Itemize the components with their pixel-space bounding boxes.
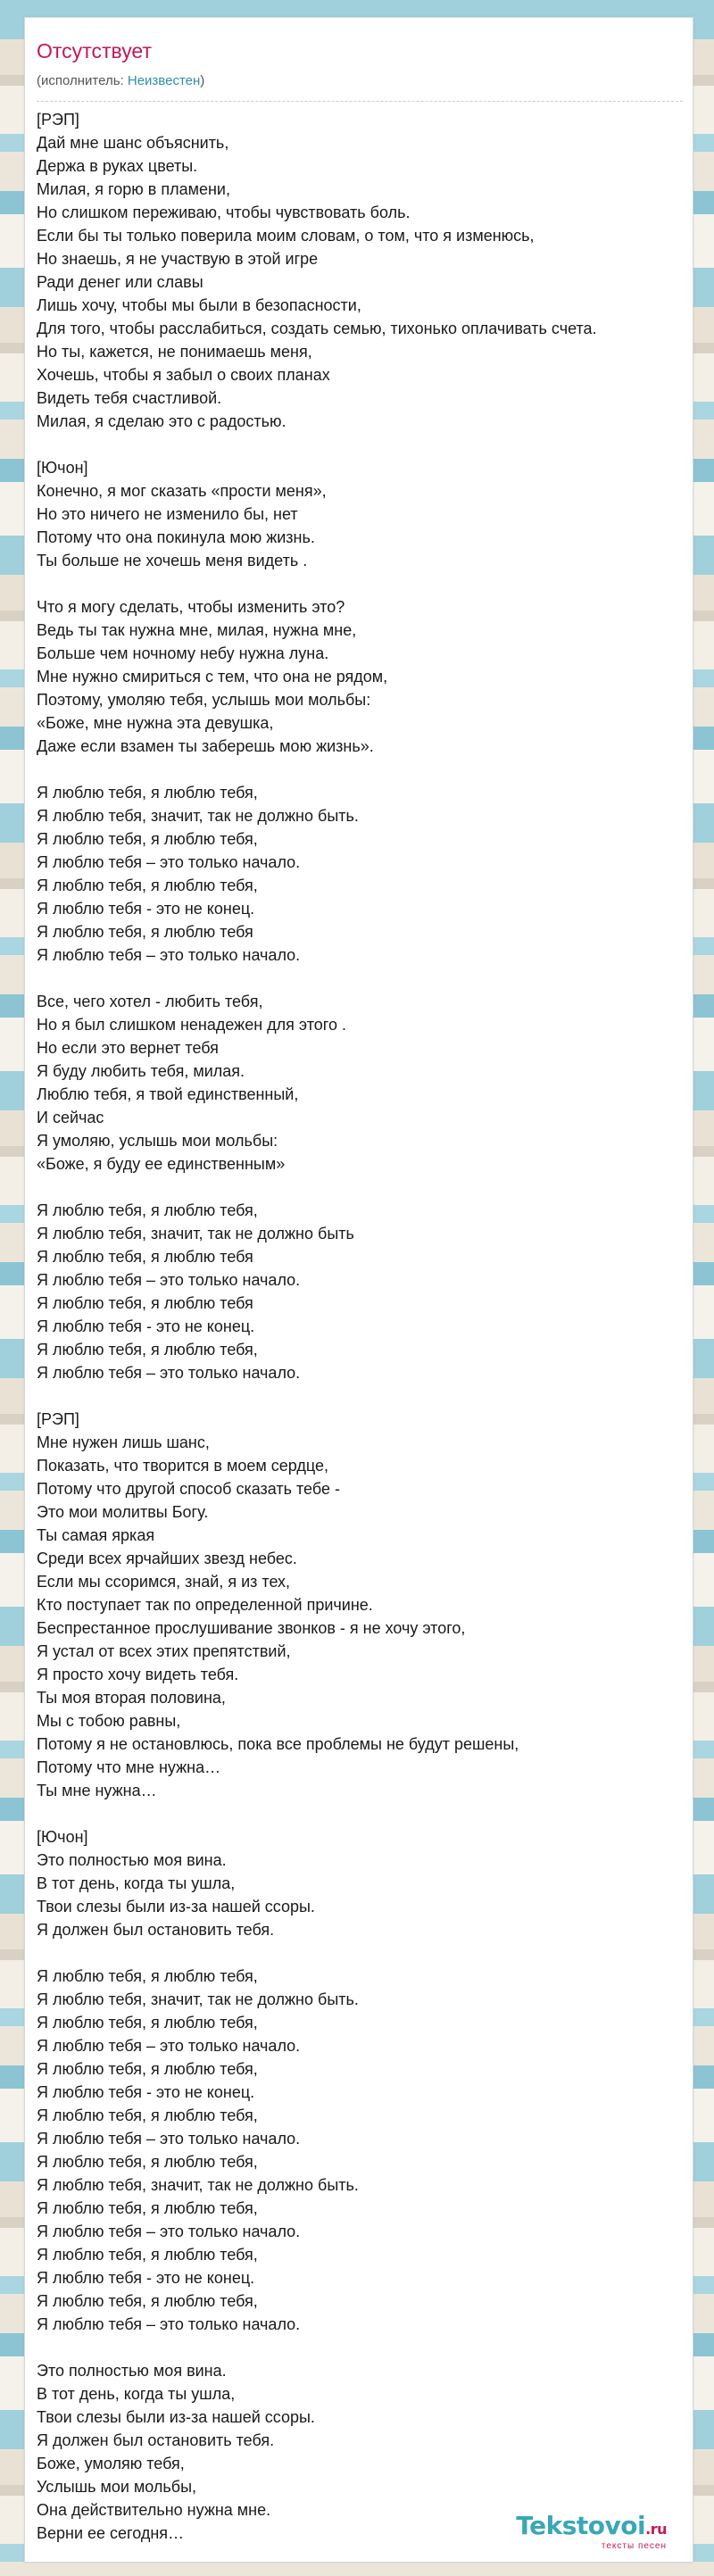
lyrics-line: Лишь хочу, чтобы мы были в безопасности, xyxy=(37,296,361,314)
lyrics-line: Беспрестанное прослушивание звонков - я не хочу этого, xyxy=(37,1619,466,1637)
lyrics-line: Если мы ссоримся, знай, я из тех, xyxy=(37,1573,291,1591)
lyrics-line: Верни ее сегодня… xyxy=(37,2524,185,2542)
lyrics-line: Я люблю тебя, значит, так не должно быть xyxy=(37,1225,354,1242)
lyrics-line: Держа в руках цветы. xyxy=(37,157,198,175)
lyrics-line: Я люблю тебя, я люблю тебя, xyxy=(37,784,258,802)
lyrics-line: Люблю тебя, я твой единственный, xyxy=(37,1085,299,1103)
lyrics-line: Я люблю тебя, я люблю тебя xyxy=(37,1294,253,1312)
lyrics-line: Я люблю тебя, я люблю тебя, xyxy=(37,877,258,894)
lyrics-line: Хочешь, чтобы я забыл о своих планах xyxy=(37,366,330,384)
lyrics-line: Я просто хочу видеть тебя. xyxy=(37,1666,239,1683)
lyrics-line: В тот день, когда ты ушла, xyxy=(37,2385,236,2403)
lyrics-line: Потому я не остановлюсь, пока все проблемы не будут решены, xyxy=(37,1735,519,1753)
lyrics-line: Но слишком переживаю, чтобы чувствовать боль. xyxy=(37,204,411,221)
lyrics-line: Видеть тебя счастливой. xyxy=(37,389,222,407)
lyrics-body xyxy=(37,108,686,2545)
lyrics-blank-line xyxy=(37,572,686,595)
lyrics-line: Мне нужно смириться с тем, что она не рядом, xyxy=(37,668,388,686)
lyrics-line: Я буду любить тебя, милая. xyxy=(37,1062,245,1080)
lyrics-line: Но это ничего не изменило бы, нет xyxy=(37,505,298,523)
lyrics-line: Я люблю тебя, я люблю тебя, xyxy=(37,1967,258,1985)
lyrics-line: Кто поступает так по определенной причине. xyxy=(37,1596,373,1614)
lyrics-line: Услышь мои мольбы, xyxy=(37,2478,197,2496)
lyrics-blank-line xyxy=(37,1941,686,1965)
lyrics-line: Все, чего хотел - любить тебя, xyxy=(37,993,263,1010)
lyrics-line: Ты мне нужна… xyxy=(37,1782,157,1799)
lyrics-line: Показать, что творится в моем сердце, xyxy=(37,1457,328,1475)
lyrics-blank-line xyxy=(37,1384,686,1408)
lyrics-line: Я люблю тебя, я люблю тебя, xyxy=(37,1341,258,1359)
lyrics-line: Больше чем ночному небу нужна луна. xyxy=(37,644,329,662)
lyrics-line: Я люблю тебя – это только начало. xyxy=(37,1271,301,1289)
lyrics-line: Я люблю тебя, я люблю тебя, xyxy=(37,1201,258,1219)
lyrics-line: Я люблю тебя – это только начало. xyxy=(37,853,301,871)
lyrics-blank-line xyxy=(37,2336,686,2359)
lyrics-line: Я люблю тебя, я люблю тебя, xyxy=(37,2107,258,2124)
logo-tagline: тексты песен xyxy=(601,2541,667,2551)
artist-suffix: ) xyxy=(200,73,205,88)
lyrics-line: Это мои молитвы Богу. xyxy=(37,1503,209,1521)
lyrics-line: Я люблю тебя – это только начало. xyxy=(37,2130,301,2148)
lyrics-line: Ты самая яркая xyxy=(37,1526,155,1544)
lyrics-line: Я люблю тебя – это только начало. xyxy=(37,2223,301,2240)
lyrics-line: Я люблю тебя, значит, так не должно быть. xyxy=(37,2176,359,2194)
lyrics-line: Потому что другой способ сказать тебе - xyxy=(37,1480,340,1498)
lyrics-line: Я люблю тебя, я люблю тебя, xyxy=(37,830,258,848)
lyrics-line: Я люблю тебя - это не конец. xyxy=(37,2083,255,2101)
lyrics-line: В тот день, когда ты ушла, xyxy=(37,1874,236,1892)
lyrics-line: Она действительно нужна мне. xyxy=(37,2501,271,2519)
lyrics-line: Для того, чтобы расслабиться, создать семью, тихонько оплачивать счета. xyxy=(37,320,597,337)
lyrics-line: Я люблю тебя, я люблю тебя, xyxy=(37,2153,258,2171)
logo-tld: .ru xyxy=(645,2521,667,2538)
lyrics-line: Я люблю тебя – это только начало. xyxy=(37,2037,301,2055)
artist-prefix: (исполнитель: xyxy=(37,73,128,88)
lyrics-line: Я люблю тебя, значит, так не должно быть. xyxy=(37,1990,359,2008)
lyrics-line: Твои слезы были из-за нашей ссоры. xyxy=(37,2408,315,2426)
lyrics-line: Но ты, кажется, не понимаешь меня, xyxy=(37,343,312,361)
lyrics-line: Что я могу сделать, чтобы изменить это? xyxy=(37,598,345,616)
lyrics-line: Конечно, я мог сказать «прости меня», xyxy=(37,482,327,500)
lyrics-line: Мне нужен лишь шанс, xyxy=(37,1433,210,1451)
lyrics-line: Твои слезы были из-за нашей ссоры. xyxy=(37,1898,315,1915)
lyrics-line: Потому что мне нужна… xyxy=(37,1758,221,1776)
lyrics-line: [Ючон] xyxy=(37,459,88,477)
lyrics-line: Ради денег или славы xyxy=(37,273,203,291)
song-header xyxy=(37,38,683,102)
lyrics-line: Мы с тобою равны, xyxy=(37,1712,181,1730)
lyrics-line: Среди всех ярчайших звезд небес. xyxy=(37,1550,297,1567)
lyrics-blank-line xyxy=(37,967,686,990)
lyrics-line: Я люблю тебя, я люблю тебя, xyxy=(37,2246,258,2264)
lyrics-line: Ты больше не хочешь меня видеть . xyxy=(37,552,308,569)
lyrics-line: Я устал от всех этих препятствий, xyxy=(37,1642,291,1660)
lyrics-line: Я люблю тебя - это не конец. xyxy=(37,1317,255,1335)
lyrics-line: И сейчас xyxy=(37,1109,104,1126)
lyrics-line: Я люблю тебя, я люблю тебя, xyxy=(37,2199,258,2217)
lyrics-line: Это полностью моя вина. xyxy=(37,2362,227,2380)
lyrics-line: Я люблю тебя, я люблю тебя, xyxy=(37,2292,258,2310)
lyrics-line: Я должен был остановить тебя. xyxy=(37,1921,275,1939)
lyrics-line: Я люблю тебя, я люблю тебя xyxy=(37,923,253,941)
lyrics-blank-line xyxy=(37,1802,686,1825)
lyrics-line: «Боже, мне нужна эта девушка, xyxy=(37,714,274,732)
lyrics-line: Поэтому, умоляю тебя, услышь мои мольбы: xyxy=(37,691,371,709)
lyrics-line: Но если это вернет тебя xyxy=(37,1039,219,1057)
lyrics-line: Но знаешь, я не участвую в этой игре xyxy=(37,250,319,268)
lyrics-blank-line xyxy=(37,1176,686,1199)
lyrics-line: Я люблю тебя - это не конец. xyxy=(37,2269,255,2287)
lyrics-line: Я люблю тебя – это только начало. xyxy=(37,1364,301,1382)
lyrics-line: Я люблю тебя - это не конец. xyxy=(37,900,255,918)
lyrics-line: Это полностью моя вина. xyxy=(37,1851,227,1869)
lyrics-line: Я люблю тебя, я люблю тебя, xyxy=(37,2060,258,2078)
site-logo[interactable] xyxy=(516,2513,667,2551)
lyrics-line: Я умоляю, услышь мои мольбы: xyxy=(37,1132,278,1150)
lyrics-blank-line xyxy=(37,758,686,781)
logo-wordmark xyxy=(516,2513,667,2543)
lyrics-line: Потому что она покинула мою жизнь. xyxy=(37,528,315,546)
lyrics-line: Я должен был остановить тебя. xyxy=(37,2431,275,2449)
lyrics-line: Но я был слишком ненадежен для этого . xyxy=(37,1016,346,1034)
lyrics-line: Ведь ты так нужна мне, милая, нужна мне, xyxy=(37,621,357,639)
lyrics-line: Если бы ты только поверила моим словам, о том, что я изменюсь, xyxy=(37,227,535,245)
lyrics-line: Я люблю тебя, я люблю тебя, xyxy=(37,2014,258,2032)
lyrics-line: Ты моя вторая половина, xyxy=(37,1689,226,1707)
lyrics-line: [РЭП] xyxy=(37,111,79,129)
lyrics-line: Дай мне шанс объяснить, xyxy=(37,134,229,152)
lyrics-line: [Ючон] xyxy=(37,1828,88,1846)
lyrics-line: Я люблю тебя – это только начало. xyxy=(37,2315,301,2333)
artist-link[interactable]: Неизвестен xyxy=(127,73,201,88)
lyrics-line: [РЭП] xyxy=(37,1410,79,1428)
lyrics-line: Даже если взамен ты заберешь мою жизнь». xyxy=(37,737,374,755)
logo-name: Tekstovoi xyxy=(516,2511,646,2540)
lyrics-line: «Боже, я буду ее единственным» xyxy=(37,1155,286,1173)
lyrics-line: Я люблю тебя, я люблю тебя xyxy=(37,1248,253,1266)
artist-line xyxy=(37,73,204,89)
lyrics-card xyxy=(24,17,693,2563)
lyrics-line: Я люблю тебя, значит, так не должно быть. xyxy=(37,807,359,825)
lyrics-line: Боже, умоляю тебя, xyxy=(37,2455,185,2472)
lyrics-line: Милая, я сделаю это с радостью. xyxy=(37,412,286,430)
lyrics-line: Милая, я горю в пламени, xyxy=(37,180,230,198)
lyrics-blank-line xyxy=(37,433,686,456)
lyrics-line: Я люблю тебя – это только начало. xyxy=(37,946,301,964)
song-title: Отсутствует xyxy=(37,39,152,62)
